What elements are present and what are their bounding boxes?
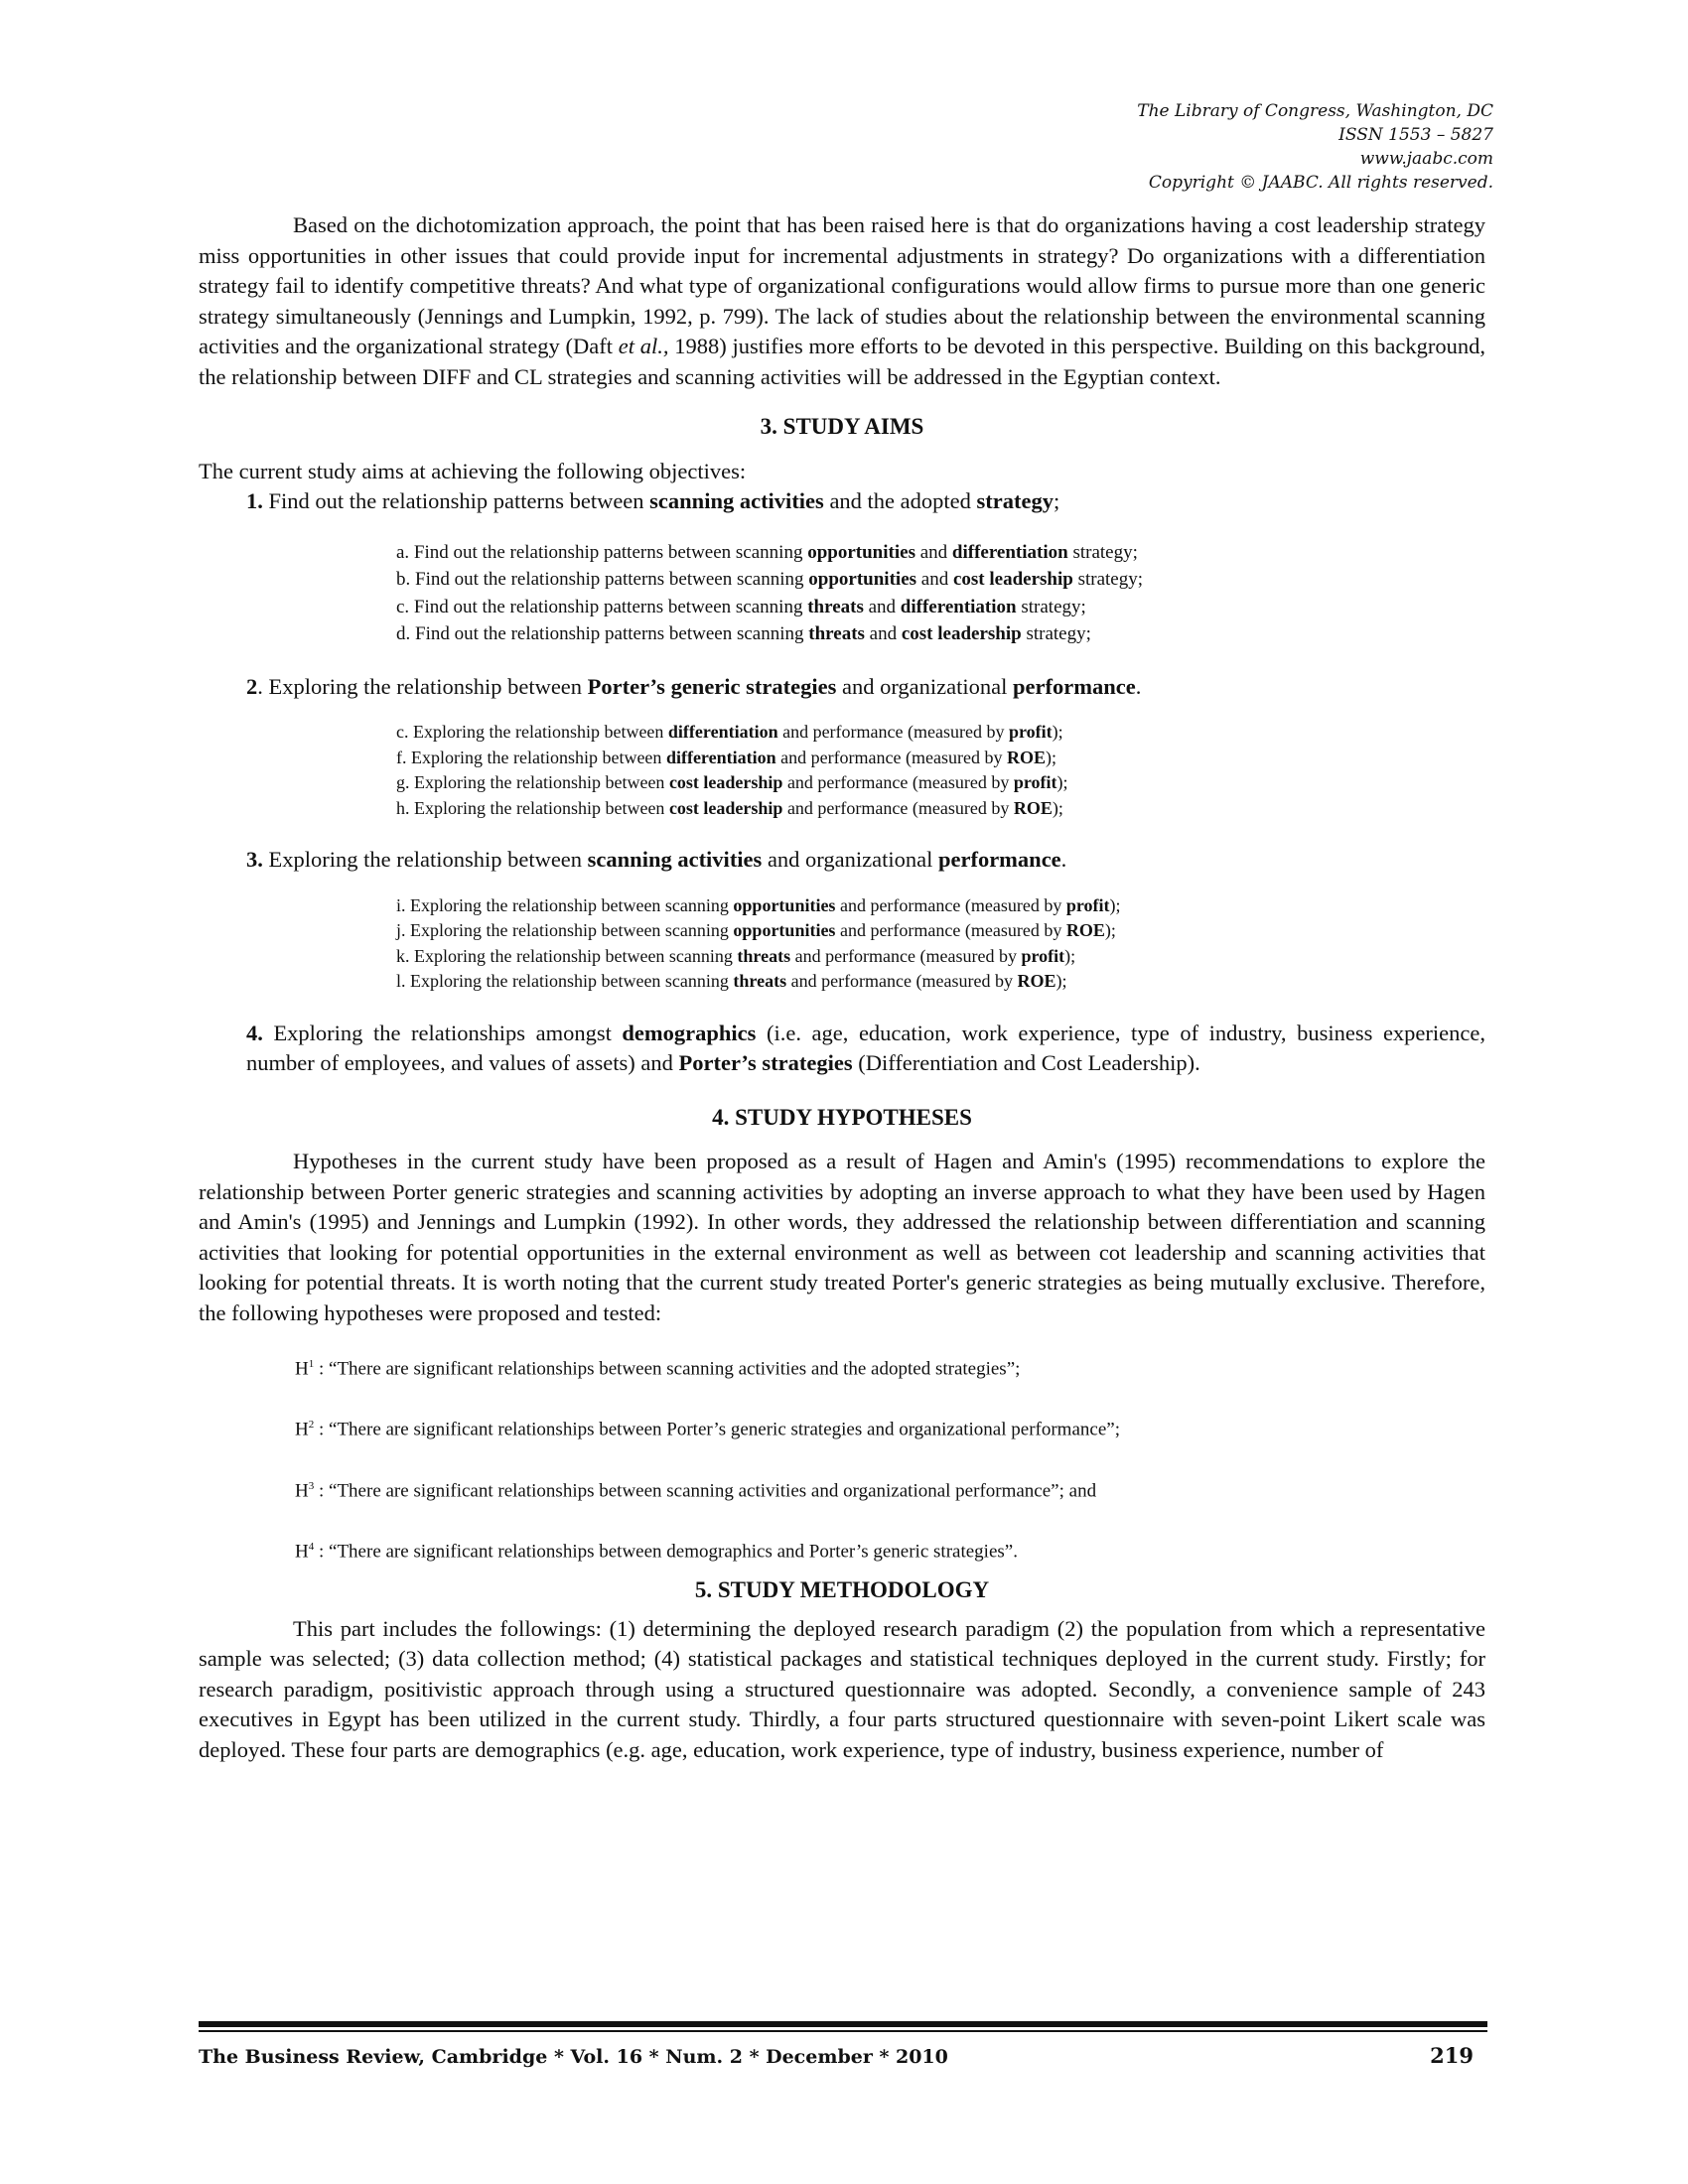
list-item bbox=[396, 594, 1485, 621]
intro-text-2: 1988) justifies more efforts to be devoted in this perspective. Building on this background, the relationship between DIFF and CL strategies and scanning activities will be addressed in the Egyptian context. bbox=[199, 334, 1485, 389]
aims-lead: The current study aims at achieving the following objectives: bbox=[199, 458, 747, 483]
methodology-paragraph: This part includes the followings: (1) determining the deployed research paradigm (2) the population from which a representative sample was selected; (3) data collection method; (4) statistical packages and statistical techniques deployed in the current study. Firstly; for research paradigm, positivistic approach through using a structured questionnaire was adopted. Secondly, a convenience sample of 243 executives in Egypt has been utilized in the current study. Thirdly, a four parts structured questionnaire with seven-point Likert scale was deployed. These four parts are demographics (e.g. age, education, work experience, type of industry, business experience, number of bbox=[199, 1615, 1485, 1762]
intro-text-1: Based on the dichotomization approach, the point that has been raised here is that do organizations having a cost leadership strategy miss opportunities in other issues that could provide input for incremental adjustments in strategy? Do organizations with a differentiation strategy fail to identify competitive threats? And what type of organizational configurations would allow firms to pursue more than one generic strategy simultaneously (Jennings and Lumpkin, 1992, p. 799). The lack of studies about the relationship between the environmental scanning activities and the organizational strategy (Daft bbox=[199, 212, 1485, 358]
list-item bbox=[396, 620, 1485, 648]
item-bold: profit bbox=[1065, 894, 1110, 915]
item-bold: threats bbox=[808, 623, 865, 644]
objective-2-text-3: . bbox=[1135, 673, 1142, 699]
objective-3-text-2: and organizational bbox=[762, 847, 938, 872]
objective-1-text-3: ; bbox=[1053, 488, 1060, 513]
item-text: ); bbox=[1104, 920, 1116, 940]
item-bold: differentiation bbox=[665, 747, 776, 767]
hypothesis-number: 4 bbox=[308, 1540, 315, 1553]
objective-1-number: 1. bbox=[246, 488, 263, 513]
objective-2-bold-1: Porter’s generic strategies bbox=[587, 673, 837, 699]
item-text: and performance (measured by bbox=[790, 945, 1022, 966]
item-bold: ROE bbox=[1013, 797, 1053, 818]
item-text: and performance (measured by bbox=[782, 772, 1014, 792]
objective-4-text-3: (Differentiation and Cost Leadership). bbox=[852, 1050, 1200, 1075]
list-item bbox=[396, 969, 1485, 995]
hypothesis-text: : “There are significant relationships between scanning activities and the adopted strategies”; bbox=[314, 1358, 1021, 1380]
objective-3-subitems bbox=[396, 893, 1485, 995]
item-bold: differentiation bbox=[667, 722, 778, 742]
item-bold: profit bbox=[1013, 772, 1057, 792]
item-bold: differentiation bbox=[900, 596, 1017, 617]
item-text: g. Exploring the relationship between bbox=[396, 772, 669, 792]
item-text: ); bbox=[1055, 971, 1067, 991]
item-text: f. Exploring the relationship between bbox=[396, 747, 666, 767]
item-bold: opportunities bbox=[808, 569, 917, 590]
hypotheses-paragraph: Hypotheses in the current study have been proposed as a result of Hagen and Amin's (1995) recommendations to explore the relationship between Porter generic strategies and scanning activities by adopting an inverse approach to what they have been used by Hagen and Amin's (1995) and Jennings and Lumpkin (1992). In other words, they addressed the relationship between differentiation and scanning activities that looking for potential opportunities in the external environment as well as between cot leadership and scanning activities that looking for potential threats. It is worth noting that the current study treated Porter's generic strategies as being mutually exclusive. Therefore, the following hypotheses were proposed and tested: bbox=[199, 1149, 1485, 1325]
list-item bbox=[396, 746, 1485, 771]
item-bold: ROE bbox=[1007, 747, 1047, 767]
intro-et-al: et al., bbox=[618, 334, 669, 358]
item-bold: threats bbox=[807, 596, 864, 617]
footer-rule-thick bbox=[199, 2021, 1487, 2027]
objective-2-number: 2 bbox=[246, 673, 258, 699]
item-text: strategy; bbox=[1016, 596, 1086, 617]
item-bold: opportunities bbox=[807, 541, 915, 563]
hypothesis-label: H bbox=[295, 1541, 309, 1563]
item-text: and bbox=[914, 541, 952, 563]
objective-3-bold-1: scanning activities bbox=[587, 847, 763, 872]
list-item bbox=[396, 539, 1485, 567]
list-item bbox=[396, 720, 1485, 746]
objective-3-number: 3. bbox=[246, 847, 263, 872]
hypothesis-label: H bbox=[295, 1419, 309, 1440]
hypothesis-number: 2 bbox=[308, 1419, 315, 1432]
page-number: 219 bbox=[1430, 2043, 1474, 2068]
footer-rule-thin bbox=[199, 2030, 1487, 2032]
journal-header bbox=[1137, 99, 1493, 195]
item-text: c. Find out the relationship patterns between scanning bbox=[396, 596, 808, 617]
item-bold: differentiation bbox=[951, 541, 1068, 563]
item-text: ); bbox=[1052, 722, 1063, 742]
objective-2-text-2: and organizational bbox=[836, 673, 1014, 699]
item-text: k. Exploring the relationship between scanning bbox=[396, 945, 738, 966]
objective-2 bbox=[199, 672, 1485, 703]
header-line-3: www.jaabc.com bbox=[1359, 149, 1493, 169]
header-line-2: ISSN 1553 – 5827 bbox=[1338, 125, 1493, 145]
item-text: strategy; bbox=[1067, 541, 1138, 563]
item-text: b. Find out the relationship patterns between scanning bbox=[396, 569, 809, 590]
item-bold: opportunities bbox=[733, 920, 836, 940]
item-bold: cost leadership bbox=[668, 797, 783, 818]
header-line-4: Copyright © JAABC. All rights reserved. bbox=[1148, 173, 1493, 193]
list-item bbox=[396, 893, 1485, 919]
hypothesis-label: H bbox=[295, 1358, 309, 1380]
header-line-1: The Library of Congress, Washington, DC bbox=[1137, 101, 1493, 121]
objective-1-bold-2: strategy bbox=[976, 488, 1054, 513]
objective-1 bbox=[199, 486, 1485, 517]
list-item bbox=[396, 566, 1485, 594]
hypothesis-item bbox=[295, 1350, 1485, 1383]
list-item bbox=[396, 770, 1485, 796]
item-text: d. Find out the relationship patterns between scanning bbox=[396, 623, 809, 644]
hypothesis-item bbox=[295, 1533, 1485, 1566]
objective-3-text-1: Exploring the relationship between bbox=[262, 847, 588, 872]
hypothesis-number: 3 bbox=[308, 1479, 315, 1492]
objective-3-bold-2: performance bbox=[937, 847, 1061, 872]
study-methodology-heading: 5. STUDY METHODOLOGY bbox=[694, 1577, 990, 1603]
item-bold: threats bbox=[737, 945, 791, 966]
hypothesis-text: : “There are significant relationships between demographics and Porter’s generic strategies”. bbox=[314, 1541, 1018, 1563]
objective-4-text-2: (i.e. age, education, work experience, type of industry, business experience, number of employees, and values of assets) and bbox=[246, 1020, 1485, 1075]
item-bold: threats bbox=[733, 971, 787, 991]
objective-4-bold-2: Porter’s strategies bbox=[678, 1050, 853, 1075]
hypothesis-item bbox=[295, 1411, 1485, 1443]
item-text: and bbox=[916, 569, 953, 590]
objective-4-bold-1: demographics bbox=[622, 1020, 757, 1045]
item-text: ); bbox=[1046, 747, 1057, 767]
item-bold: cost leadership bbox=[668, 772, 783, 792]
item-bold: ROE bbox=[1017, 971, 1056, 991]
item-bold: cost leadership bbox=[952, 569, 1073, 590]
item-bold: profit bbox=[1021, 945, 1065, 966]
study-aims-heading: 3. STUDY AIMS bbox=[760, 414, 924, 439]
hypothesis-text: : “There are significant relationships between Porter’s generic strategies and organizational performance”; bbox=[314, 1419, 1120, 1440]
item-text: strategy; bbox=[1072, 569, 1144, 590]
main-content bbox=[199, 210, 1485, 1765]
hypothesis-label: H bbox=[295, 1479, 309, 1501]
footer-rule bbox=[199, 2021, 1487, 2032]
item-text: strategy; bbox=[1021, 623, 1091, 644]
footer-journal: The Business Review, Cambridge * Vol. 16 * Num. 2 * December * 2010 bbox=[199, 2046, 948, 2068]
item-bold: cost leadership bbox=[901, 623, 1022, 644]
objective-2-text-1: . Exploring the relationship between bbox=[257, 673, 588, 699]
objective-1-text-1: Find out the relationship patterns between bbox=[262, 488, 650, 513]
objective-2-bold-2: performance bbox=[1013, 673, 1136, 699]
item-bold: opportunities bbox=[733, 894, 836, 915]
objective-3 bbox=[199, 845, 1485, 876]
item-text: c. Exploring the relationship between bbox=[396, 722, 668, 742]
objective-4 bbox=[199, 1019, 1485, 1079]
item-text: and performance (measured by bbox=[777, 722, 1009, 742]
objective-4-text-1: Exploring the relationships amongst bbox=[262, 1020, 623, 1045]
list-item bbox=[396, 918, 1485, 944]
objective-1-text-2: and the adopted bbox=[823, 488, 977, 513]
item-text: ); bbox=[1109, 894, 1121, 915]
item-text: a. Find out the relationship patterns between scanning bbox=[396, 541, 808, 563]
objective-1-bold-1: scanning activities bbox=[649, 488, 824, 513]
item-text: and performance (measured by bbox=[835, 920, 1066, 940]
item-text: h. Exploring the relationship between bbox=[396, 797, 669, 818]
item-bold: profit bbox=[1008, 722, 1053, 742]
item-text: and performance (measured by bbox=[786, 971, 1018, 991]
item-text: and performance (measured by bbox=[775, 747, 1007, 767]
list-item bbox=[396, 796, 1485, 822]
item-text: ); bbox=[1052, 797, 1063, 818]
hypothesis-number: 1 bbox=[308, 1358, 315, 1370]
item-text: i. Exploring the relationship between scanning bbox=[396, 894, 734, 915]
study-hypotheses-heading: 4. STUDY HYPOTHESES bbox=[712, 1104, 972, 1130]
item-text: j. Exploring the relationship between scanning bbox=[396, 920, 734, 940]
item-bold: ROE bbox=[1065, 920, 1105, 940]
item-text: ); bbox=[1056, 772, 1068, 792]
list-item bbox=[396, 944, 1485, 970]
item-text: l. Exploring the relationship between scanning bbox=[396, 971, 734, 991]
objective-1-subitems bbox=[396, 539, 1485, 648]
item-text: ); bbox=[1064, 945, 1076, 966]
hypothesis-text: : “There are significant relationships between scanning activities and organizational performance”; and bbox=[314, 1479, 1097, 1501]
page-footer bbox=[199, 2043, 1487, 2068]
item-text: and bbox=[864, 623, 902, 644]
intro-paragraph bbox=[199, 210, 1485, 392]
objective-3-text-3: . bbox=[1060, 847, 1067, 872]
item-text: and bbox=[863, 596, 901, 617]
hypotheses-list bbox=[295, 1350, 1485, 1566]
objective-2-subitems bbox=[396, 720, 1485, 821]
hypothesis-item bbox=[295, 1472, 1485, 1505]
item-text: and performance (measured by bbox=[782, 797, 1014, 818]
item-text: and performance (measured by bbox=[835, 894, 1066, 915]
objective-4-number: 4. bbox=[246, 1020, 263, 1045]
